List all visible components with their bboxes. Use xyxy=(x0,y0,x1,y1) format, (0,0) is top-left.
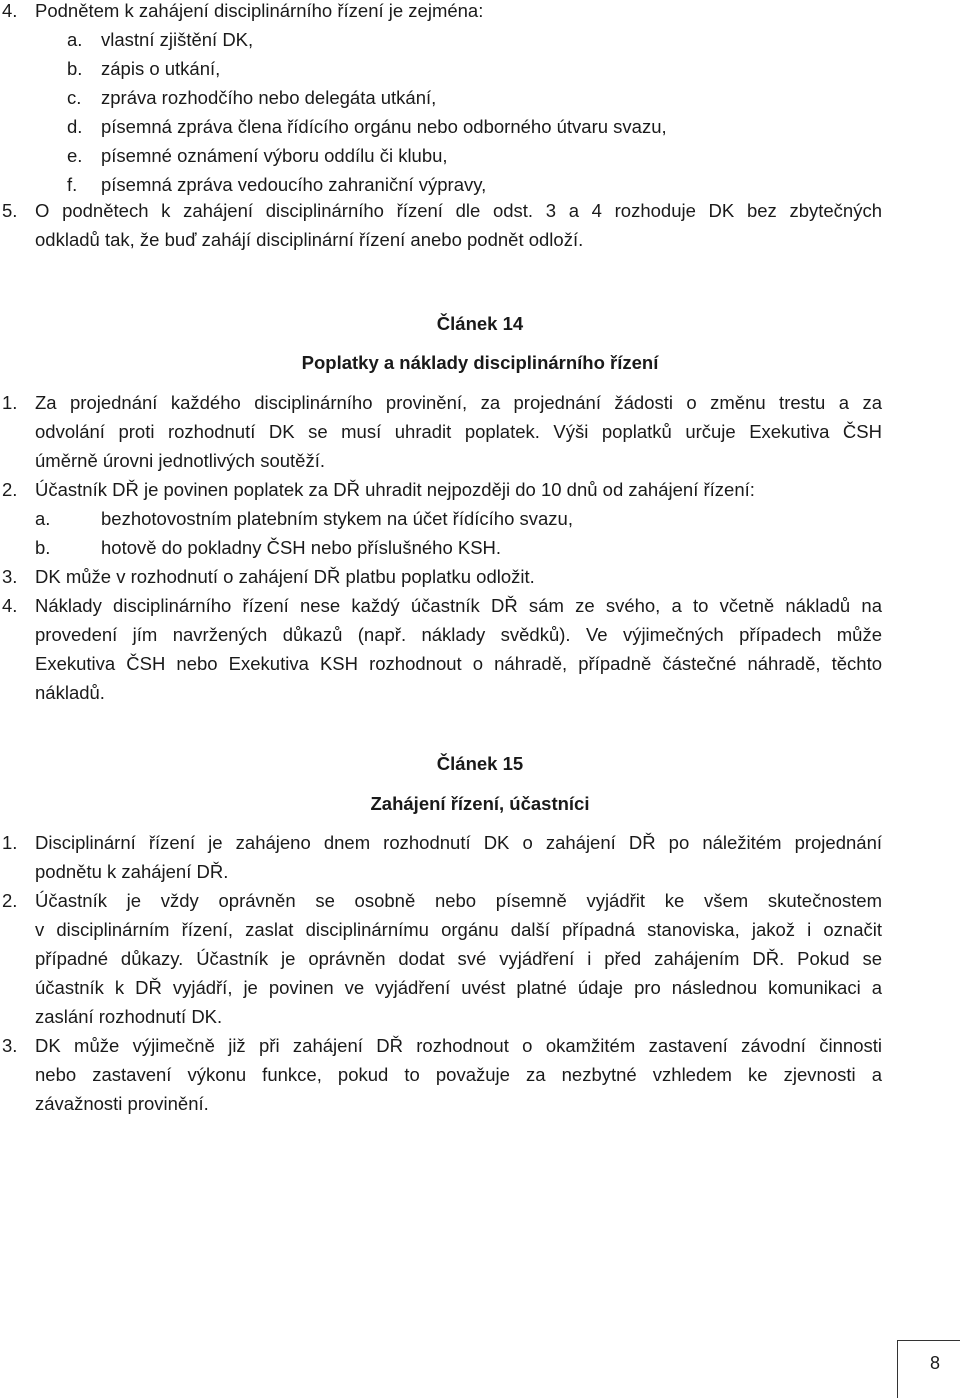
list-letter: b. xyxy=(35,537,51,558)
article-subtitle: Poplatky a náklady disciplinárního řízení xyxy=(301,352,659,373)
paragraph-line: případné důkazy. Účastník je oprávněn dodat své vyjádření i před zahájením DŘ. Pokud se xyxy=(35,948,882,969)
paragraph-line: odkladů tak, že buď zahájí disciplinární řízení anebo podnět odloží. xyxy=(35,229,584,250)
paragraph-text: DK může v rozhodnutí o zahájení DŘ platbu poplatku odložit. xyxy=(35,566,535,587)
list-item: vlastní zjištění DK, xyxy=(101,29,254,50)
paragraph-line: Za projednání každého disciplinárního provinění, za projednání žádosti o změnu trestu a za xyxy=(35,392,882,413)
paragraph-line: Exekutiva ČSH nebo Exekutiva KSH rozhodnout o náhradě, případně částečné náhradě, těchto xyxy=(35,653,882,674)
list-item: zápis o utkání, xyxy=(101,58,221,79)
paragraph-number: 3. xyxy=(2,566,18,587)
paragraph-number: 2. xyxy=(2,890,18,911)
list-letter: f. xyxy=(67,174,78,195)
list-letter: a. xyxy=(67,29,83,50)
list-letter: e. xyxy=(67,145,83,166)
article-title: Článek 15 xyxy=(436,753,524,774)
paragraph-text: Podnětem k zahájení disciplinárního řízení je zejména: xyxy=(35,0,484,21)
list-item: písemná zpráva člena řídícího orgánu nebo odborného útvaru svazu, xyxy=(101,116,667,137)
paragraph-line: O podnětech k zahájení disciplinárního řízení dle odst. 3 a 4 rozhoduje DK bez zbytečných xyxy=(35,200,882,221)
list-letter: a. xyxy=(35,508,51,529)
list-item: písemné oznámení výboru oddílu či klubu, xyxy=(101,145,448,166)
paragraph-number: 1. xyxy=(2,392,18,413)
page-number-box xyxy=(897,1340,960,1398)
article-title: Článek 14 xyxy=(436,313,524,334)
list-item: hotově do pokladny ČSH nebo příslušného KSH. xyxy=(101,537,502,558)
paragraph-text: Účastník DŘ je povinen poplatek za DŘ uhradit nejpozději do 10 dnů od zahájení řízení: xyxy=(35,479,755,500)
paragraph-line: podnětu k zahájení DŘ. xyxy=(35,861,229,882)
page-number: 8 xyxy=(929,1353,940,1373)
paragraph-line: nebo zastavení výkonu funkce, pokud to považuje za nezbytné vzhledem ke zjevnosti a xyxy=(35,1064,882,1085)
paragraph-line: účastník k DŘ vyjádří, je povinen ve vyjádření uvést platné údaje pro následnou komunikaci a xyxy=(35,977,882,998)
paragraph-line: DK může výjimečně již při zahájení DŘ rozhodnout o okamžitém zastavení závodní činnosti xyxy=(35,1035,882,1056)
paragraph-line: odvolání proti rozhodnutí DK se musí uhradit poplatek. Výši poplatků určuje Exekutiva ČSH xyxy=(35,421,882,442)
paragraph-number: 5. xyxy=(2,200,18,221)
paragraph-number: 4. xyxy=(2,595,18,616)
paragraph-line: nákladů. xyxy=(35,682,105,703)
paragraph-number: 3. xyxy=(2,1035,18,1056)
list-letter: b. xyxy=(67,58,83,79)
list-item: bezhotovostním platebním stykem na účet řídícího svazu, xyxy=(101,508,573,529)
paragraph-line: Účastník je vždy oprávněn se osobně nebo písemně vyjádřit ke všem skutečnostem xyxy=(35,890,882,911)
paragraph-number: 1. xyxy=(2,832,18,853)
paragraph-number: 4. xyxy=(2,0,18,21)
paragraph-line: v disciplinárním řízení, zaslat disciplinárnímu orgánu další případná stanoviska, jakož i označit xyxy=(35,919,882,940)
list-letter: d. xyxy=(67,116,83,137)
paragraph-line: závažnosti provinění. xyxy=(35,1093,209,1114)
paragraph-line: zaslání rozhodnutí DK. xyxy=(35,1006,223,1027)
list-letter: c. xyxy=(67,87,82,108)
list-item: zpráva rozhodčího nebo delegáta utkání, xyxy=(101,87,437,108)
paragraph-line: provedení jím navržených důkazů (např. náklady svědků). Ve výjimečných případech může xyxy=(35,624,882,645)
article-subtitle: Zahájení řízení, účastníci xyxy=(370,793,590,814)
paragraph-number: 2. xyxy=(2,479,18,500)
list-item: písemná zpráva vedoucího zahraniční výpravy, xyxy=(101,174,487,195)
paragraph-line: úměrně úrovni jednotlivých soutěží. xyxy=(35,450,325,471)
paragraph-line: Náklady disciplinárního řízení nese každý účastník DŘ sám ze svého, a to včetně nákladů na xyxy=(35,595,882,616)
paragraph-line: Disciplinární řízení je zahájeno dnem rozhodnutí DK o zahájení DŘ po náležitém projednání xyxy=(35,832,882,853)
